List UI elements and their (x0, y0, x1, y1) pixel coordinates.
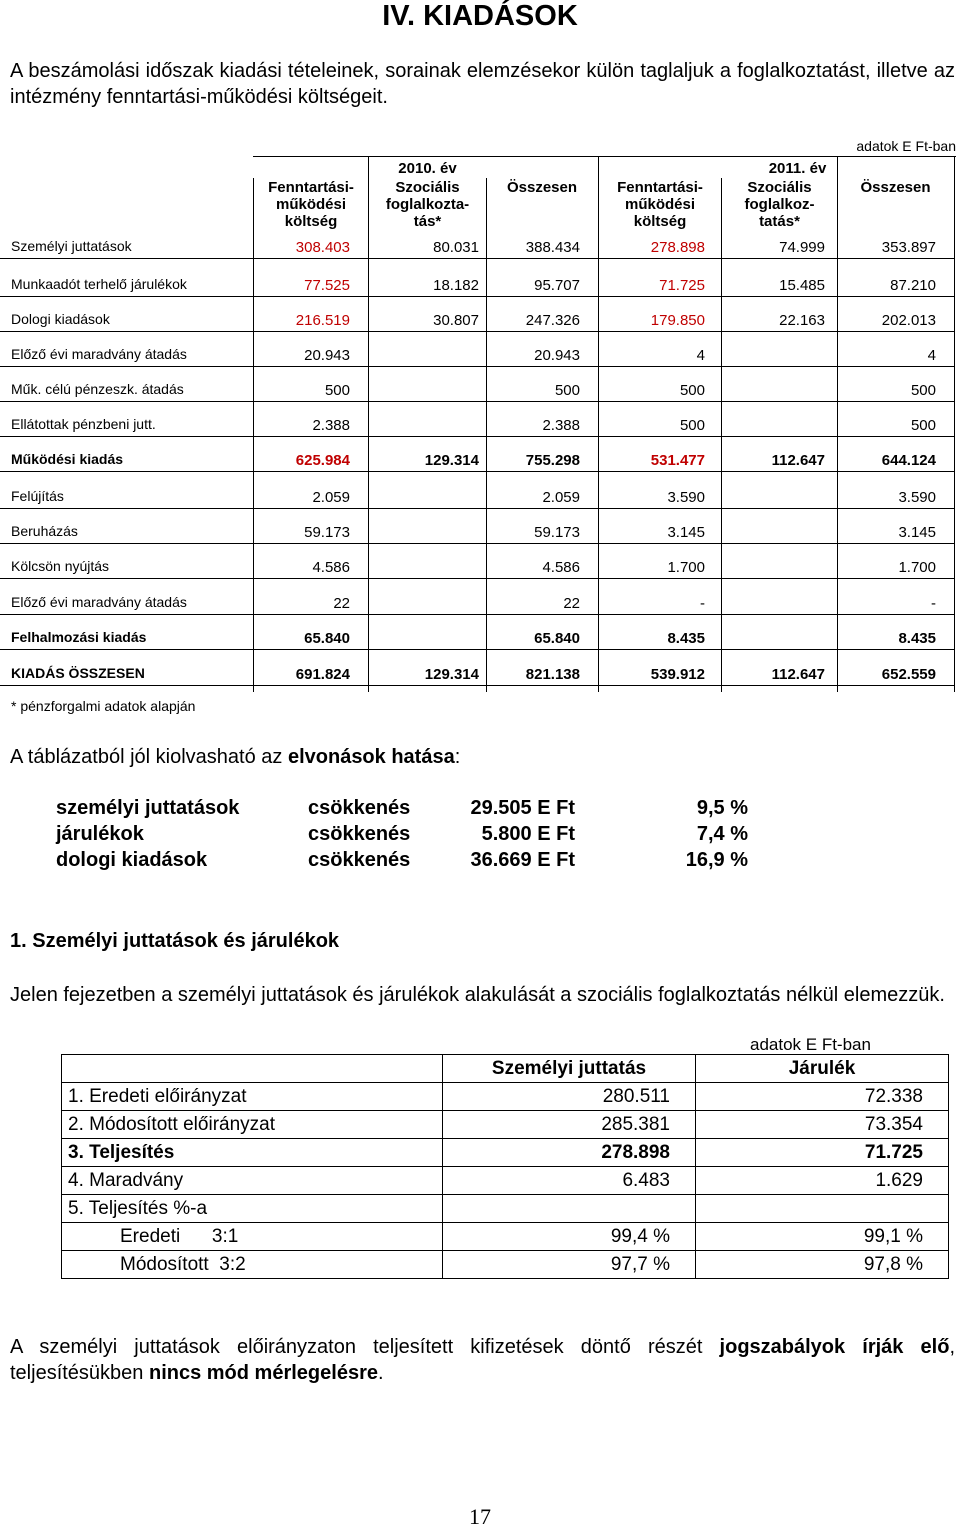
reduction-name: dologi kiadások (56, 849, 208, 871)
row-divider (0, 401, 955, 402)
table-cell: 80.031 (433, 239, 479, 256)
table-cell: 644.124 (881, 452, 936, 469)
table-cell: 65.840 (304, 630, 350, 647)
row-divider (0, 296, 955, 297)
row-label: Munkaadót terhelő járulékok (11, 276, 187, 292)
table-cell: 353.897 (881, 239, 936, 256)
row-divider (0, 258, 955, 259)
table2-value: 97,8 % (696, 1251, 949, 1279)
table2-value: 6.483 (443, 1167, 696, 1195)
table2-row-label: 4. Maradvány (62, 1167, 443, 1195)
section-title: 1. Személyi juttatások és járulékok (10, 930, 340, 952)
table-cell: 821.138 (525, 666, 580, 683)
table-cell: 18.182 (433, 277, 479, 294)
row-label: Személyi juttatások (11, 238, 132, 254)
reduction-amount: 5.800 E Ft (481, 823, 575, 845)
table-cell: 74.999 (779, 239, 825, 256)
table-cell: 20.943 (304, 347, 350, 364)
table2-value: 71.725 (696, 1139, 949, 1167)
row-divider (0, 471, 955, 472)
table-cell: 22 (333, 595, 350, 612)
row-divider (0, 649, 955, 650)
col-szocialis-2011: Szociális foglalkoz- tatás* (744, 179, 815, 230)
table-cell: 755.298 (525, 452, 580, 469)
table-cell: 65.840 (534, 630, 580, 647)
table-cell: 500 (554, 382, 580, 399)
year-2010-label: 2010. év (398, 160, 457, 177)
table-cell: 202.013 (881, 312, 936, 329)
table2-unit-note: adatok E Ft-ban (750, 1035, 871, 1054)
col-szocialis-2010: Szociális foglalkozta- tás* (385, 179, 470, 230)
table-cell: 15.485 (779, 277, 825, 294)
table2-value: 73.354 (696, 1111, 949, 1139)
table-cell: 129.314 (424, 452, 479, 469)
row-label: Működési kiadás (11, 451, 124, 467)
reduction-pct: 7,4 % (696, 823, 748, 845)
table-unit-note: adatok E Ft-ban (856, 138, 956, 154)
reduction-pct: 16,9 % (685, 849, 748, 871)
table2-value: 278.898 (443, 1139, 696, 1167)
table-cell: 2.388 (542, 417, 580, 434)
table-cell: 500 (324, 382, 350, 399)
table-footnote: * pénzforgalmi adatok alapján (11, 698, 196, 714)
reduction-kind: csökkenés (308, 823, 411, 845)
table2-row (62, 1223, 949, 1251)
table-cell: 2.059 (312, 489, 350, 506)
reduction-pct: 9,5 % (696, 797, 748, 819)
row-divider (0, 331, 955, 332)
col-osszesen-2010: Összesen (506, 179, 578, 196)
row-label: Felújítás (11, 488, 64, 504)
table2-value: 97,7 % (443, 1251, 696, 1279)
table-cell: - (931, 595, 936, 612)
table-cell: 500 (910, 382, 936, 399)
table-cell: 71.725 (659, 277, 705, 294)
row-divider (0, 366, 955, 367)
table-cell: 1.700 (898, 559, 936, 576)
table-cell: 4.586 (312, 559, 350, 576)
table-cell: 3.590 (898, 489, 936, 506)
row-label: Beruházás (11, 523, 78, 539)
row-label: KIADÁS ÖSSZESEN (11, 665, 145, 681)
table2-row (62, 1111, 949, 1139)
table2-row (62, 1083, 949, 1111)
table-cell: 539.912 (650, 666, 705, 683)
table-cell: 652.559 (881, 666, 936, 683)
table2-header-cell: Járulék (696, 1055, 949, 1083)
row-label: Előző évi maradvány átadás (11, 346, 187, 362)
reduction-kind: csökkenés (308, 849, 411, 871)
table-cell: 625.984 (295, 452, 350, 469)
table-cell: 4 (696, 347, 705, 364)
table2-value: 99,1 % (696, 1223, 949, 1251)
table2-value: 285.381 (443, 1111, 696, 1139)
table-cell: 3.145 (898, 524, 936, 541)
row-label: Előző évi maradvány átadás (11, 594, 187, 610)
table2-row (62, 1167, 949, 1195)
table-cell: 216.519 (295, 312, 350, 329)
table2-row-label: 2. Módosított előirányzat (62, 1111, 443, 1139)
table2-row (62, 1139, 949, 1167)
table-cell: 4.586 (542, 559, 580, 576)
reduction-kind: csökkenés (308, 797, 411, 819)
row-divider (0, 685, 955, 686)
table-cell: 95.707 (534, 277, 580, 294)
table-cell: 531.477 (650, 452, 705, 469)
table2-value (443, 1195, 696, 1223)
table2-row-label: 5. Teljesítés %-a (62, 1195, 443, 1223)
table-cell: 2.388 (312, 417, 350, 434)
table-cell: 8.435 (898, 630, 936, 647)
table-cell: 22.163 (779, 312, 825, 329)
row-divider (0, 543, 955, 544)
row-label: Ellátottak pénzbeni jutt. (11, 416, 156, 432)
table-cell: 20.943 (534, 347, 580, 364)
table-cell: 112.647 (771, 452, 825, 469)
table-cell: - (700, 595, 705, 612)
table-cell: 500 (679, 417, 705, 434)
closing-paragraph: A személyi juttatások előirányzaton teljesített kifizetések döntő részét jogszabályok írják elő, teljesítésükben nincs mód mérlegelésre. (10, 1336, 955, 1384)
table-cell: 59.173 (304, 524, 350, 541)
table-cell: 3.145 (667, 524, 705, 541)
table-cell: 500 (679, 382, 705, 399)
table2-header-cell: Személyi juttatás (443, 1055, 696, 1083)
row-label: Műk. célú pénzeszk. átadás (11, 381, 184, 397)
table-cell: 691.824 (295, 666, 350, 683)
table-cell: 30.807 (433, 312, 479, 329)
col-osszesen-2011: Összesen (860, 179, 931, 196)
table2-header-cell (62, 1055, 443, 1083)
col-fenntartasi-2011: Fenntartási- működési költség (617, 179, 703, 230)
table-cell: 4 (927, 347, 936, 364)
col-fenntartasi-2010: Fenntartási- működési költség (268, 179, 354, 230)
table2-row-label: 3. Teljesítés (62, 1139, 443, 1167)
row-divider (0, 436, 955, 437)
table-cell: 308.403 (295, 239, 350, 256)
reduction-name: járulékok (56, 823, 144, 845)
table-cell: 59.173 (534, 524, 580, 541)
table2-value: 1.629 (696, 1167, 949, 1195)
row-label: Kölcsön nyújtás (11, 558, 110, 574)
table-cell: 247.326 (525, 312, 580, 329)
table2-row-label: 1. Eredeti előirányzat (62, 1083, 443, 1111)
table-cell: 129.314 (424, 666, 479, 683)
table2-value: 280.511 (443, 1083, 696, 1111)
table-cell: 22 (563, 595, 580, 612)
row-divider (0, 508, 955, 509)
row-divider (0, 614, 955, 615)
table-cell: 278.898 (650, 239, 705, 256)
table2-row (62, 1251, 949, 1279)
table2-row (62, 1195, 949, 1223)
row-label: Dologi kiadások (11, 311, 110, 327)
table-cell: 112.647 (771, 666, 825, 683)
table-cell: 1.700 (667, 559, 705, 576)
effect-sentence: A táblázatból jól kiolvasható az elvonások hatása: (10, 746, 461, 768)
row-label: Felhalmozási kiadás (11, 629, 147, 645)
reduction-amount: 29.505 E Ft (470, 797, 575, 819)
table-cell: 500 (910, 417, 936, 434)
table2-value (696, 1195, 949, 1223)
table2-value: 99,4 % (443, 1223, 696, 1251)
page-title: IV. KIADÁSOK (382, 0, 578, 32)
table-cell: 3.590 (667, 489, 705, 506)
reduction-name: személyi juttatások (56, 797, 240, 819)
table2-row-label: Eredeti 3:1 (62, 1223, 443, 1251)
reduction-amount: 36.669 E Ft (470, 849, 575, 871)
table-cell: 179.850 (650, 312, 705, 329)
table-cell: 87.210 (890, 277, 936, 294)
table-cell: 77.525 (304, 277, 350, 294)
personnel-table (61, 1054, 949, 1279)
table-cell: 8.435 (667, 630, 705, 647)
intro-paragraph: A beszámolási időszak kiadási tételeinek, sorainak elemzésekor külön taglaljuk a foglalkoztatást, illetve az intézmény fenntartási-működési költségeit. (10, 60, 955, 108)
page-number: 17 (469, 1504, 491, 1529)
table2-value: 72.338 (696, 1083, 949, 1111)
table2-row-label: Módosított 3:2 (62, 1251, 443, 1279)
table-cell: 388.434 (525, 239, 580, 256)
section-paragraph: Jelen fejezetben a személyi juttatások és járulékok alakulását a szociális foglalkoztatás nélkül elemezzük. (10, 984, 945, 1006)
effect-bold: elvonások hatása (287, 746, 455, 768)
table-cell: 2.059 (542, 489, 580, 506)
row-divider (0, 578, 955, 579)
year-2011-label: 2011. év (768, 160, 827, 177)
